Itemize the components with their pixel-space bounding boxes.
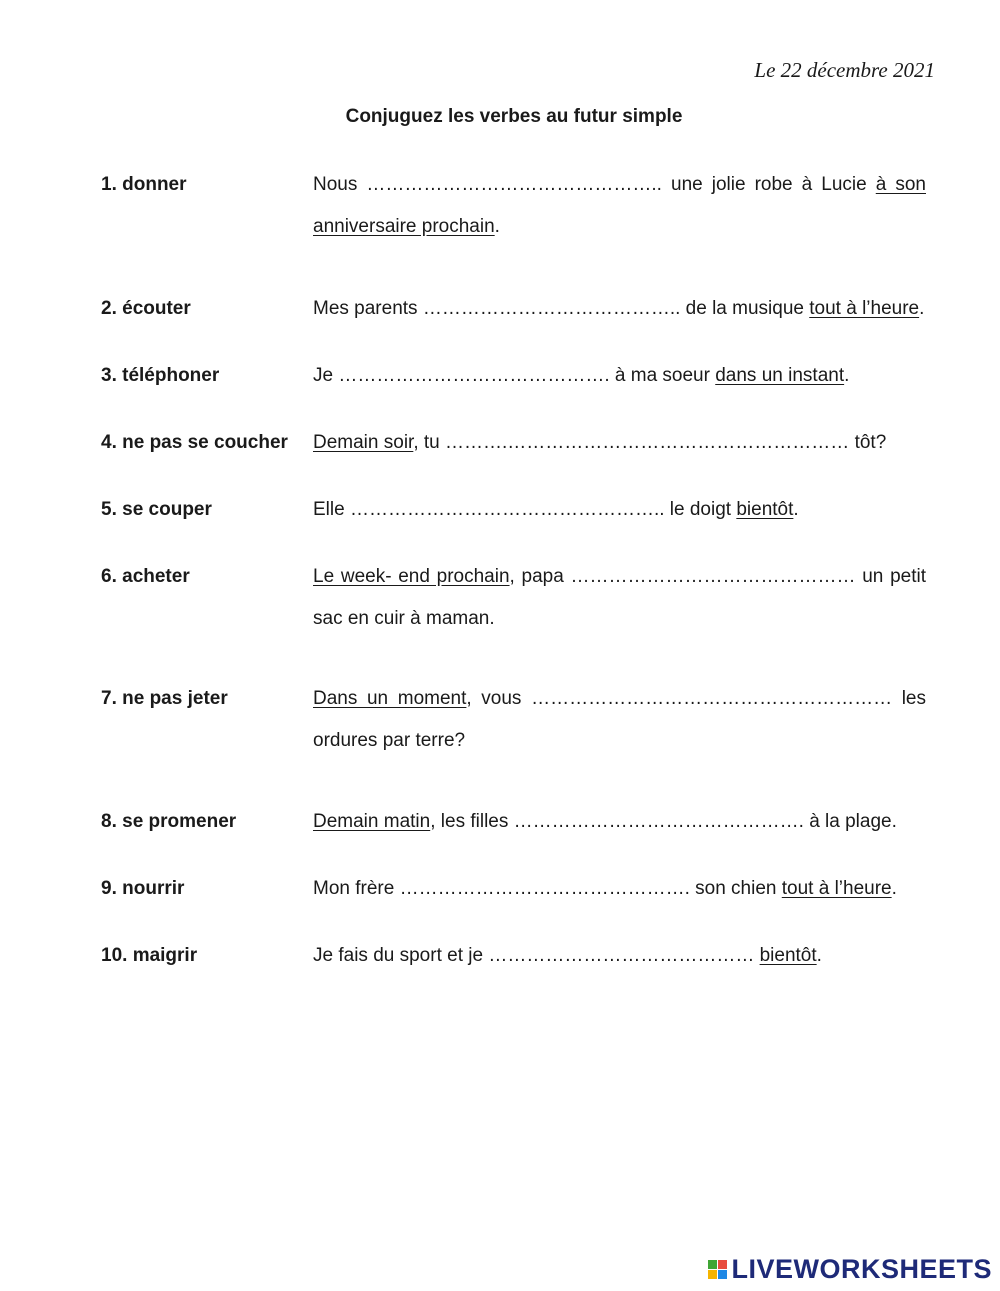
page-title: Conjuguez les verbes au futur simple [345, 106, 683, 127]
exercise-item [101, 678, 926, 762]
time-expression: bientôt [736, 499, 794, 520]
exercise-verb: 8. se promener [101, 811, 237, 832]
date: Le 22 décembre 2021 [754, 58, 935, 82]
logo-square-red [718, 1260, 727, 1269]
exercise-item [101, 868, 926, 910]
sentence-text: , papa ……………………………………… un petit sac en cuir à maman. [313, 566, 926, 629]
liveworksheets-logo[interactable] [708, 1254, 992, 1285]
exercise-verb: 10. maigrir [101, 945, 198, 966]
exercise-item [101, 801, 926, 843]
time-expression: Demain matin [313, 811, 431, 832]
exercise-sentence [313, 868, 926, 910]
exercise-sentence [313, 164, 926, 248]
exercise-item [101, 422, 926, 464]
sentence-text: . [844, 365, 850, 386]
sentence-text: Mon frère ………………………………………. son chien [313, 878, 782, 899]
exercise-sentence [313, 288, 926, 330]
sentence-text: . [793, 499, 799, 520]
time-expression: dans un instant [715, 365, 845, 386]
logo-mark-icon [708, 1260, 727, 1279]
sentence-text: , tu ……….……………………………………………… tôt? [413, 432, 887, 453]
sentence-text: . [891, 878, 897, 899]
sentence-text: , vous ………………………………………………… les ordures par terre? [313, 688, 926, 751]
time-expression: tout à l’heure [781, 878, 892, 899]
sentence-text: Je fais du sport et je …………………………………… [313, 945, 760, 966]
logo-square-yellow [708, 1270, 717, 1279]
exercise-sentence [313, 355, 926, 397]
exercise-verb: 5. se couper [101, 499, 212, 520]
exercise-verb: 1. donner [101, 174, 187, 195]
exercise-verb: 6. acheter [101, 566, 190, 587]
exercise-sentence [313, 801, 926, 843]
sentence-text: . [919, 298, 925, 319]
sentence-text: . [816, 945, 822, 966]
exercise-sentence [313, 678, 926, 762]
sentence-text: Nous ……………………………………….. une jolie robe à Lucie [313, 174, 876, 195]
exercise-item [101, 935, 926, 977]
logo-square-green [708, 1260, 717, 1269]
exercise-item [101, 355, 926, 397]
time-expression: à son anniversaire prochain [313, 174, 926, 237]
logo-text: LIVEWORKSHEETS [731, 1254, 992, 1284]
exercise-verb: 3. téléphoner [101, 365, 220, 386]
exercise-sentence [313, 556, 926, 640]
exercise-verb: 4. ne pas se coucher [101, 432, 288, 453]
time-expression: Dans un moment [313, 688, 467, 709]
sentence-text: Je ……………………………………. à ma soeur [313, 365, 716, 386]
time-expression: Le week- end prochain [313, 566, 510, 587]
time-expression: bientôt [759, 945, 817, 966]
exercise-sentence [313, 422, 926, 464]
sentence-text: Elle ………………………………………….. le doigt [313, 499, 737, 520]
time-expression: Demain soir [313, 432, 414, 453]
exercise-verb: 2. écouter [101, 298, 191, 319]
sentence-text: Mes parents ………………………………….. de la musique [313, 298, 810, 319]
exercise-item [101, 556, 926, 640]
exercise-item [101, 288, 926, 330]
time-expression: tout à l’heure [809, 298, 920, 319]
exercise-verb: 9. nourrir [101, 878, 185, 899]
exercise-sentence [313, 935, 926, 977]
logo-square-blue [718, 1270, 727, 1279]
sentence-text: . [494, 216, 500, 237]
exercise-sentence [313, 489, 926, 531]
sentence-text: , les filles ………………………………………. à la plage. [430, 811, 897, 832]
exercise-item [101, 164, 926, 248]
exercise-verb: 7. ne pas jeter [101, 688, 228, 709]
exercise-item [101, 489, 926, 531]
